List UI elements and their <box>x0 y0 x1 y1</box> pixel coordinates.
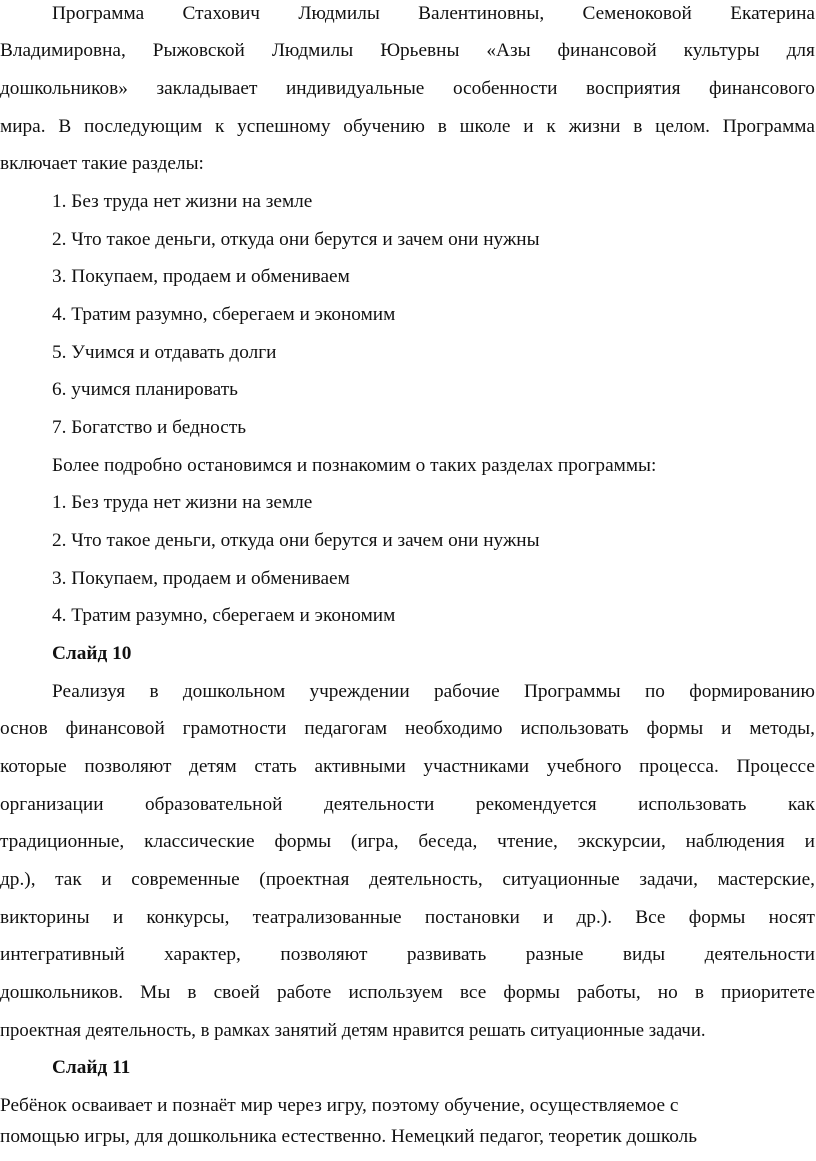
word: формы <box>646 718 704 739</box>
word: деятельность, <box>369 869 483 890</box>
list-item: 3. Покупаем, продаем и обмениваем <box>52 568 350 589</box>
word: в <box>149 681 159 702</box>
word: все <box>459 982 487 1003</box>
word: др.). <box>576 907 613 928</box>
word: позволяют <box>84 756 172 777</box>
word: и <box>721 718 732 739</box>
word: рекомендуется <box>475 794 597 815</box>
word: традиционные, <box>0 831 125 852</box>
word: деятельности <box>704 944 815 965</box>
slide-10-line-3 <box>0 754 815 780</box>
word: конкурсы, <box>146 907 230 928</box>
word: и <box>523 116 534 137</box>
word: «Азы <box>486 40 531 61</box>
word: Екатерина <box>730 3 815 24</box>
detail-intro: Более подробно остановимся и познакомим о таких разделах программы: <box>52 455 657 476</box>
list-item: 5. Учимся и отдавать долги <box>52 342 277 363</box>
word: работы, <box>577 982 641 1003</box>
list-item: 4. Тратим разумно, сберегаем и экономим <box>52 304 396 325</box>
word: финансовой <box>557 40 657 61</box>
word: использовать <box>638 794 747 815</box>
word: театрализованные <box>252 907 402 928</box>
list-item: 4. Тратим разумно, сберегаем и экономим <box>52 605 396 626</box>
list-item: 6. учимся планировать <box>52 379 238 400</box>
word: Рыжовской <box>152 40 245 61</box>
word: Программа <box>52 3 145 24</box>
word: Юрьевны <box>380 40 460 61</box>
word: Реализуя <box>52 681 126 702</box>
word: Процессе <box>736 756 815 777</box>
word: Владимировна, <box>0 40 126 61</box>
word: Валентиновны, <box>418 3 545 24</box>
word: и <box>543 907 554 928</box>
word: др.), <box>0 869 36 890</box>
list-item: 1. Без труда нет жизни на земле <box>52 191 313 212</box>
list-item: 3. Покупаем, продаем и обмениваем <box>52 266 350 287</box>
word: (проектная <box>259 869 350 890</box>
paragraph-1-line-1 <box>52 1 815 27</box>
slide-10-line-8 <box>0 942 815 968</box>
word: формы <box>503 982 560 1003</box>
word: активными <box>314 756 406 777</box>
slide-10-line-7 <box>0 905 815 931</box>
word: постановки <box>424 907 520 928</box>
word: закладывает <box>156 78 258 99</box>
word: целом. <box>655 116 710 137</box>
word: Мы <box>140 982 171 1003</box>
word: индивидуальные <box>285 78 425 99</box>
word: к <box>546 116 556 137</box>
word: организации <box>0 794 104 815</box>
word: и <box>112 907 124 928</box>
list-item: 2. Что такое деньги, откуда они берутся и зачем они нужны <box>52 530 540 551</box>
word: в <box>694 982 704 1003</box>
word: участниками <box>423 756 530 777</box>
list-item: 2. Что такое деньги, откуда они берутся и зачем они нужны <box>52 229 540 250</box>
word: как <box>787 794 815 815</box>
word: в <box>437 116 447 137</box>
word: викторины <box>0 907 90 928</box>
word: рабочие <box>433 681 500 702</box>
slide-11-heading: Слайд 11 <box>52 1057 131 1078</box>
word: своей <box>213 982 260 1003</box>
word: особенности <box>452 78 558 99</box>
slide-11-line-2: помощью игры, для дошкольника естественно. Немецкий педагог, теоретик дошколь <box>0 1126 698 1147</box>
word: учреждении <box>309 681 410 702</box>
word: необходимо <box>405 718 503 739</box>
word: (игра, <box>350 831 399 852</box>
word: в <box>187 982 197 1003</box>
word: деятельности <box>323 794 435 815</box>
list-item: 1. Без труда нет жизни на земле <box>52 492 313 513</box>
word: по <box>644 681 665 702</box>
slide-10-line-9 <box>0 980 815 1006</box>
word: к <box>214 116 225 137</box>
word: дошкольном <box>182 681 286 702</box>
word: работе <box>276 982 332 1003</box>
slide-10-line-6 <box>0 867 815 893</box>
word: и <box>804 831 815 852</box>
slide-10-line-4 <box>0 792 815 818</box>
word: носят <box>768 907 815 928</box>
word: Людмилы <box>298 3 380 24</box>
word: Программа <box>722 116 815 137</box>
word: грамотности <box>182 718 287 739</box>
word: процесса. <box>639 756 719 777</box>
word: характер, <box>164 944 241 965</box>
word: основ <box>0 718 48 739</box>
word: финансовой <box>65 718 165 739</box>
word: мастерские, <box>717 869 815 890</box>
word: Семеноковой <box>582 3 692 24</box>
word: в <box>633 116 643 137</box>
word: методы, <box>749 718 815 739</box>
word: школе <box>459 116 511 137</box>
word: но <box>657 982 678 1003</box>
word: Стахович <box>182 3 261 24</box>
paragraph-1-line-5: включает такие разделы: <box>0 153 204 174</box>
word: экскурсии, <box>577 831 666 852</box>
word: детям <box>189 756 237 777</box>
word: Людмилы <box>271 40 354 61</box>
slide-10-line-10: проектная деятельность, в рамках занятий детям нравится решать ситуационные задачи. <box>0 1020 706 1041</box>
word: культуры <box>683 40 760 61</box>
word: виды <box>622 944 666 965</box>
word: мира. <box>0 116 46 137</box>
word: позволяют <box>280 944 368 965</box>
paragraph-1-line-3 <box>0 76 815 102</box>
word: наблюдения <box>685 831 785 852</box>
word: развивать <box>406 944 487 965</box>
word: задачи, <box>639 869 698 890</box>
word: используем <box>348 982 443 1003</box>
slide-11-line-1: Ребёнок осваивает и познаёт мир через игру, поэтому обучение, осуществляемое с <box>0 1095 679 1116</box>
word: использовать <box>520 718 629 739</box>
word: классические <box>144 831 255 852</box>
word: Все <box>635 907 666 928</box>
word: так <box>55 869 82 890</box>
word: образовательной <box>145 794 283 815</box>
word: формированию <box>689 681 815 702</box>
word: ситуационные <box>502 869 620 890</box>
slide-10-heading: Слайд 10 <box>52 643 132 664</box>
paragraph-1-line-4 <box>0 114 815 140</box>
word: формы <box>688 907 746 928</box>
word: и <box>101 869 112 890</box>
word: разные <box>525 944 584 965</box>
slide-10-line-5 <box>0 829 815 855</box>
word: финансового <box>709 78 815 99</box>
word: Программы <box>523 681 621 702</box>
slide-10-line-2 <box>0 716 815 742</box>
word: формы <box>274 831 332 852</box>
word: интегративный <box>0 944 125 965</box>
word: учебного <box>546 756 622 777</box>
paragraph-1-line-2 <box>0 38 815 64</box>
word: чтение, <box>497 831 558 852</box>
word: дошкольников» <box>0 78 128 99</box>
slide-10-line-1 <box>52 679 815 705</box>
word: восприятия <box>586 78 681 99</box>
word: жизни <box>568 116 621 137</box>
word: приоритете <box>721 982 815 1003</box>
word: педагогам <box>304 718 388 739</box>
word: беседа, <box>418 831 478 852</box>
word: которые <box>0 756 67 777</box>
word: последующим <box>84 116 203 137</box>
word: для <box>786 40 815 61</box>
word: успешному <box>237 116 331 137</box>
word: В <box>58 116 72 137</box>
word: стать <box>254 756 297 777</box>
word: современные <box>131 869 240 890</box>
word: обучению <box>343 116 425 137</box>
list-item: 7. Богатство и бедность <box>52 417 247 438</box>
word: дошкольников. <box>0 982 124 1003</box>
